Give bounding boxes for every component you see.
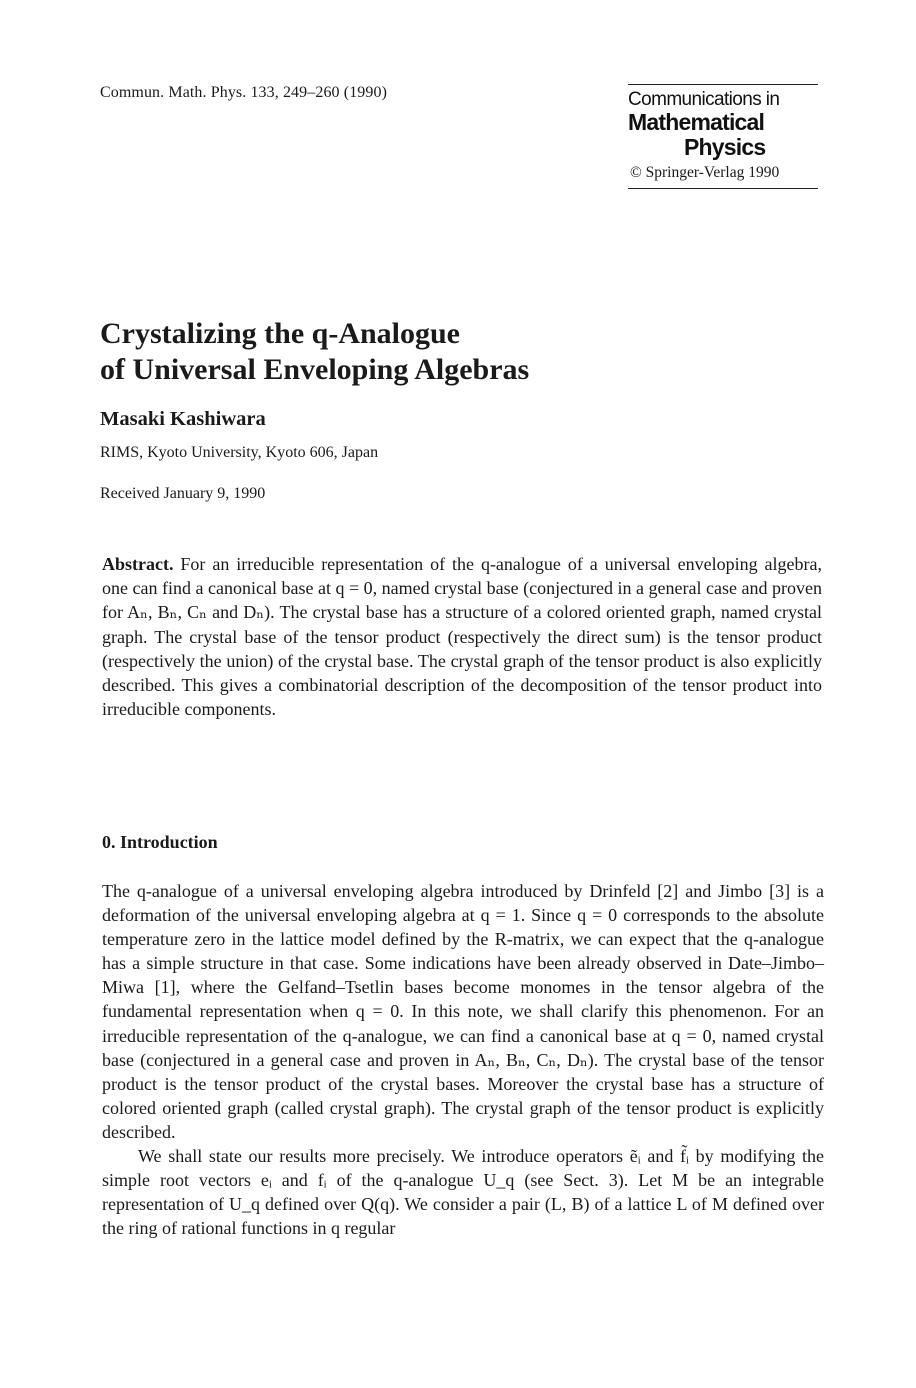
paper-title (100, 316, 800, 388)
introduction-paragraph-2: We shall state our results more precisely. We introduce operators ẽᵢ and f̃ᵢ by modifying the simple root vectors eᵢ and fᵢ of the q-analogue U_q (see Sect. 3). Let M be an integrable representation of U_q defined over Q(q). We consider a pair (L, B) of a lattice L of M defined over the ring of rational functions in q regular (102, 1146, 824, 1239)
journal-logo-block (628, 84, 818, 189)
author-name: Masaki Kashiwara (100, 408, 266, 430)
paper-title-line-1: Crystalizing the q-Analogue (100, 317, 460, 350)
journal-name-line-1: Communications in (628, 89, 780, 110)
introduction-paragraph-1: The q-analogue of a universal enveloping algebra introduced by Drinfeld [2] and Jimbo [3] is a deformation of the universal enveloping algebra at q = 1. Since q = 0 corresponds to the absolute temperature zero in the lattice model defined by the R-matrix, we can expect that the q-analogue has a simple structure in that case. Some indications have been already observed in Date–Jimbo–Miwa [1], where the Gelfand–Tsetlin bases become monomes in the tensor algebra of the fundamental representation when q = 0. In this note, we shall clarify this phenomenon. For an irreducible representation of the q-analogue, we can find a canonical base at q = 0, named crystal base (conjectured in a general case and proven in Aₙ, Bₙ, Cₙ, Dₙ). The crystal base of the tensor product is the tensor product of the crystal bases. Moreover the crystal base has a structure of colored oriented graph (called crystal graph). The crystal graph of the tensor product is explicitly described. (102, 881, 824, 1142)
abstract-text: For an irreducible representation of the q-analogue of a universal enveloping algebra, one can find a canonical base at q = 0, named crystal base (conjectured in a general case and proven for Aₙ, Bₙ, Cₙ and Dₙ). The crystal base has a structure of a colored oriented graph, named crystal graph. The crystal base of the tensor product (respectively the direct sum) is the tensor product (respectively the union) of the crystal base. The crystal graph of the tensor product is also explicitly described. This gives a combinatorial description of the decomposition of the tensor product into irreducible components. (102, 554, 822, 720)
introduction-body (102, 879, 824, 1240)
author-affiliation: RIMS, Kyoto University, Kyoto 606, Japan (100, 444, 379, 461)
abstract-label: Abstract. (102, 554, 174, 574)
journal-citation: Commun. Math. Phys. 133, 249–260 (1990) (100, 84, 388, 101)
journal-name-line-3: Physics (684, 134, 766, 160)
journal-name-line-2: Mathematical (628, 109, 765, 135)
abstract (102, 552, 822, 721)
received-date: Received January 9, 1990 (100, 485, 266, 502)
paper-title-line-2: of Universal Enveloping Algebras (100, 353, 530, 386)
publisher-copyright: © Springer-Verlag 1990 (630, 164, 780, 181)
section-heading-introduction: 0. Introduction (102, 832, 218, 852)
